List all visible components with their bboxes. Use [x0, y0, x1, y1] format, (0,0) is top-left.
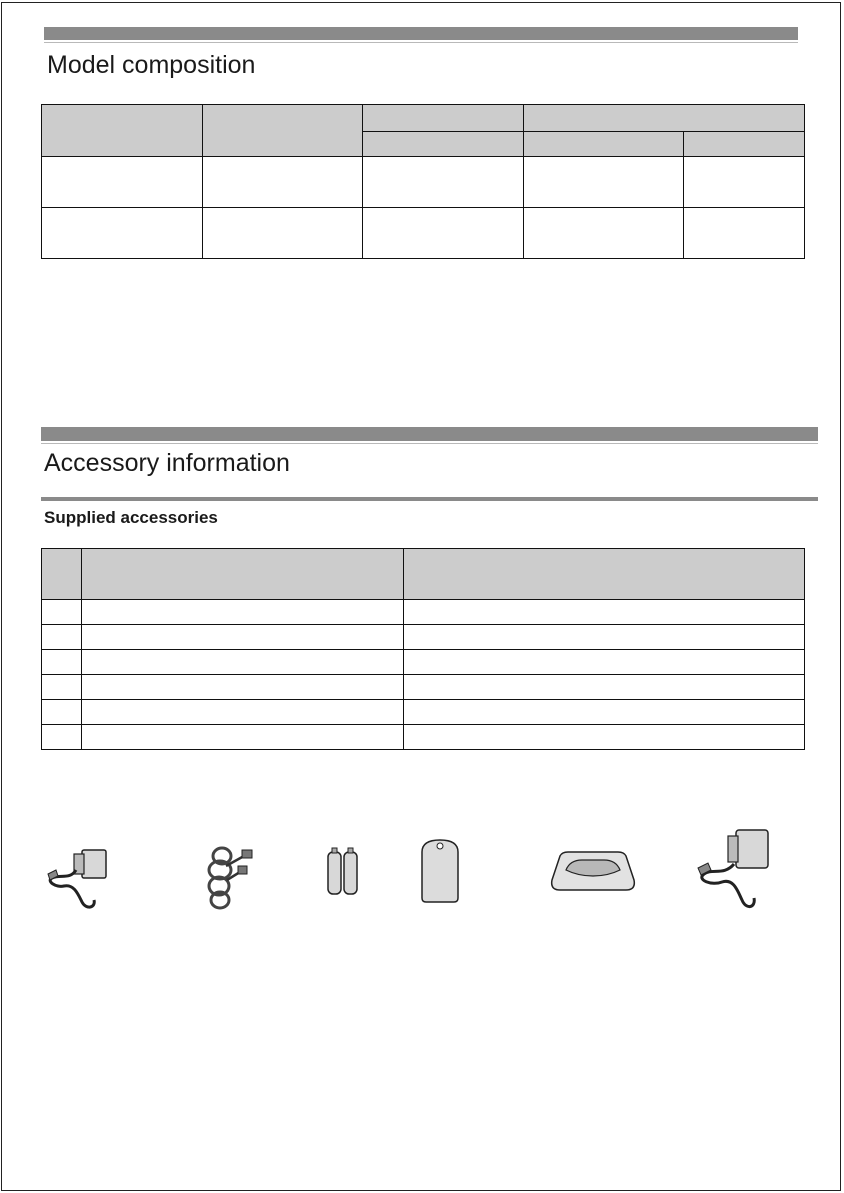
table-cell	[203, 208, 363, 259]
table-cell	[363, 208, 524, 259]
table-cell	[404, 625, 805, 650]
table-cell	[404, 600, 805, 625]
table-cell	[42, 650, 82, 675]
model-subheader-cell	[524, 132, 684, 157]
table-row	[42, 157, 805, 208]
supplied-accessories-title: Supplied accessories	[44, 508, 218, 527]
table-row	[42, 600, 805, 625]
table-cell	[42, 700, 82, 725]
table-cell	[684, 157, 805, 208]
table-cell	[404, 650, 805, 675]
table-cell	[42, 675, 82, 700]
charger-icon	[548, 846, 638, 896]
handset-cover-icon	[416, 834, 464, 906]
table-cell	[684, 208, 805, 259]
section-header-underline	[41, 443, 818, 444]
section-header-bar	[41, 427, 818, 441]
table-row	[42, 208, 805, 259]
accessory-header-cell	[82, 549, 404, 600]
model-subheader-cell	[363, 132, 524, 157]
model-header-cell	[42, 105, 203, 157]
table-cell	[42, 725, 82, 750]
table-cell	[404, 675, 805, 700]
table-row	[42, 625, 805, 650]
model-composition-title: Model composition	[47, 51, 256, 79]
table-cell	[42, 625, 82, 650]
ac-adaptor-small-icon	[42, 840, 112, 912]
table-cell	[82, 675, 404, 700]
subsection-bar	[41, 497, 818, 501]
table-cell	[524, 157, 684, 208]
table-cell	[203, 157, 363, 208]
accessory-header-cell	[404, 549, 805, 600]
table-cell	[363, 157, 524, 208]
model-header-cell	[524, 105, 805, 132]
table-row	[42, 650, 805, 675]
table-cell	[82, 600, 404, 625]
table-cell	[42, 600, 82, 625]
section-header-bar	[44, 27, 798, 40]
table-cell	[404, 700, 805, 725]
model-header-cell	[203, 105, 363, 157]
model-composition-table	[41, 104, 805, 259]
table-row	[42, 675, 805, 700]
table-row	[42, 700, 805, 725]
table-cell	[524, 208, 684, 259]
table-cell	[82, 650, 404, 675]
section-header-underline	[44, 42, 798, 43]
table-cell	[82, 725, 404, 750]
rechargeable-batteries-icon	[324, 846, 364, 898]
table-cell	[82, 625, 404, 650]
model-subheader-cell	[684, 132, 805, 157]
table-cell	[42, 208, 203, 259]
table-cell	[82, 700, 404, 725]
accessory-information-title: Accessory information	[44, 449, 290, 477]
model-header-cell	[363, 105, 524, 132]
table-cell	[42, 157, 203, 208]
accessory-table	[41, 548, 805, 750]
accessory-header-cell	[42, 549, 82, 600]
table-row	[42, 725, 805, 750]
table-cell	[404, 725, 805, 750]
ac-adaptor-large-icon	[694, 824, 776, 912]
telephone-line-cord-icon	[200, 840, 260, 914]
